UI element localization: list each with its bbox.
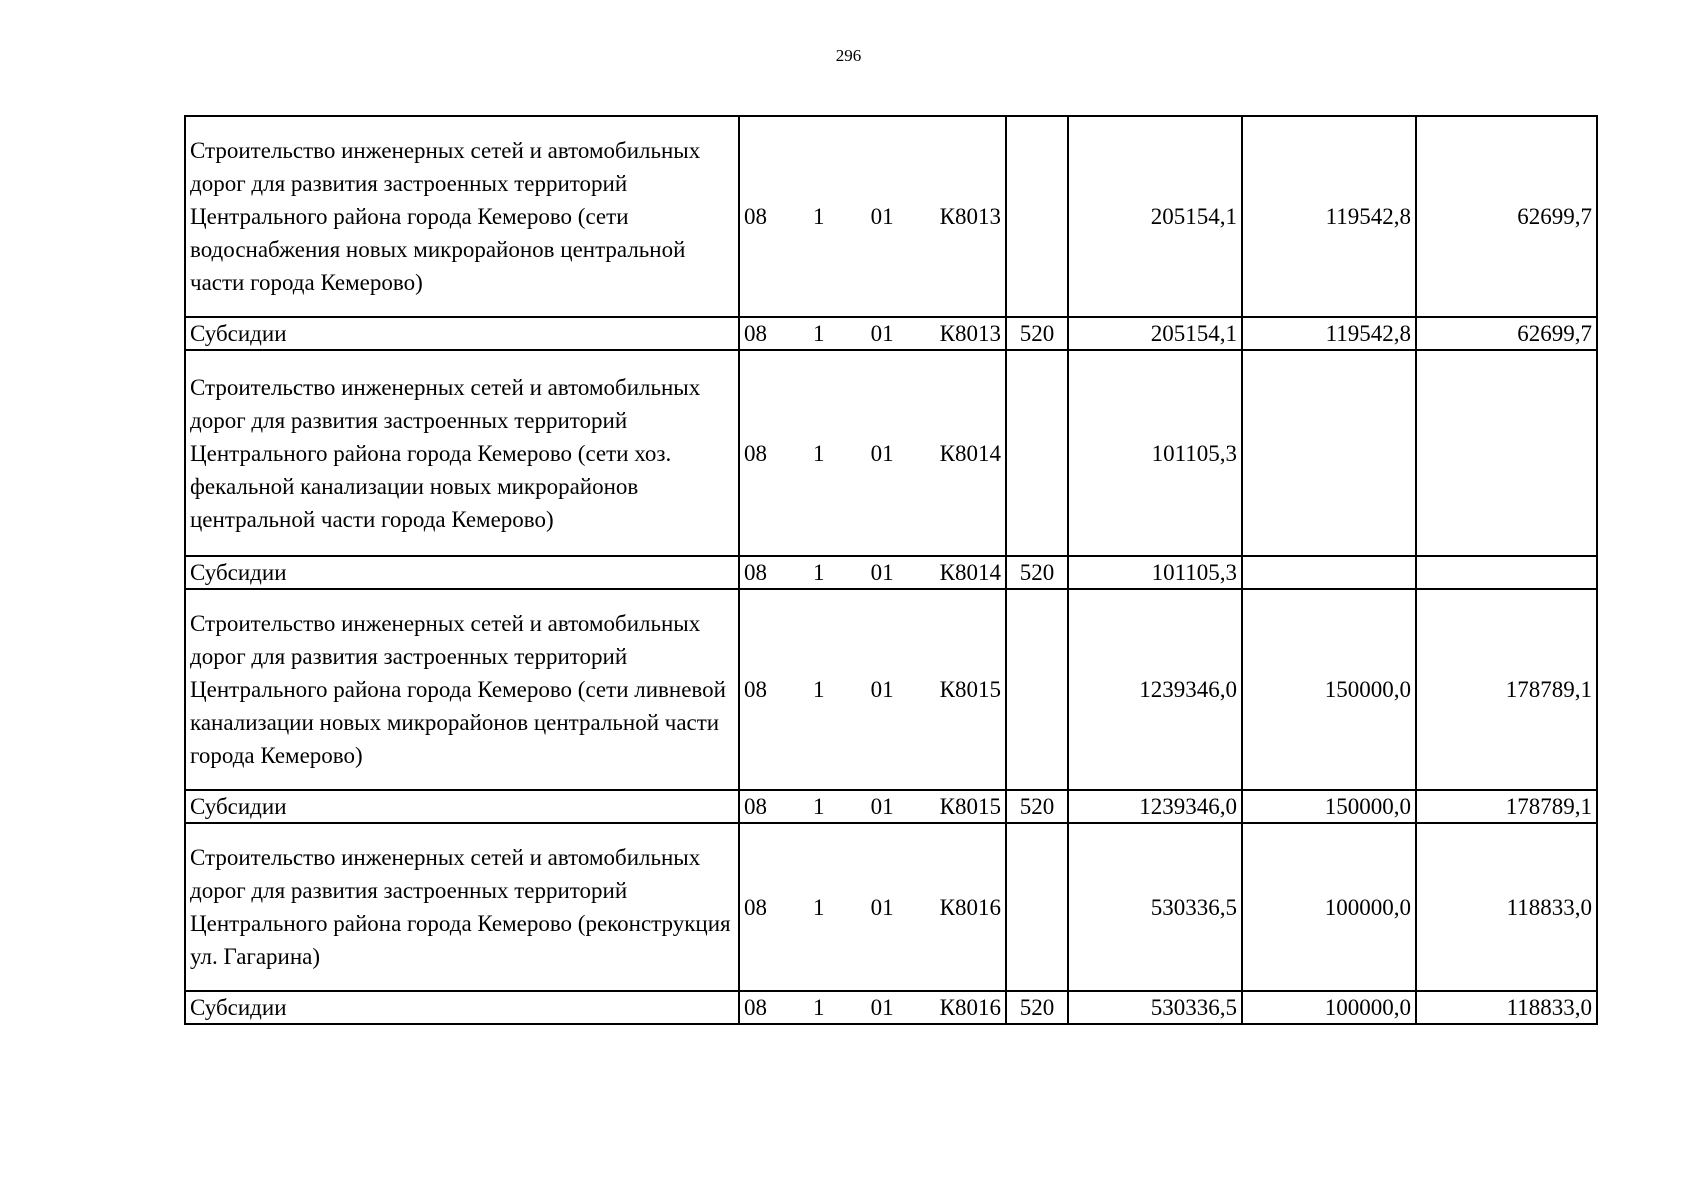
direction-code: К8015: [939, 794, 1001, 819]
table-row: [185, 991, 1597, 1024]
item-name: Строительство инженерных сетей и автомобильных дорог для развития застроенных территорий Центрального района города Кемерово (сети хоз. фекальной канализации новых микрорайонов центральной части города Кемерово): [185, 350, 739, 556]
amount-2: 100000,0: [1242, 823, 1416, 991]
classification-codes: [739, 350, 1006, 556]
direction-code: К8013: [939, 204, 1001, 229]
direction-code: К8014: [939, 440, 1001, 466]
amount-3: 118833,0: [1416, 823, 1597, 991]
program-code: 08: [744, 560, 767, 585]
program-code: 08: [744, 440, 767, 466]
program-code: 08: [744, 894, 767, 920]
amount-3: [1416, 556, 1597, 589]
classification-codes: [739, 589, 1006, 790]
table-row: [185, 317, 1597, 350]
amount-3: 62699,7: [1416, 317, 1597, 350]
amount-2: 100000,0: [1242, 991, 1416, 1024]
classification-codes: [739, 790, 1006, 823]
direction-code: К8016: [939, 894, 1001, 920]
expense-type: [1006, 116, 1068, 317]
page-number: 296: [835, 46, 862, 65]
amount-2: 119542,8: [1242, 317, 1416, 350]
activity-code: 01: [870, 677, 894, 702]
amount-2: [1242, 350, 1416, 556]
program-code: 08: [744, 321, 767, 346]
amount-3: [1416, 350, 1597, 556]
program-code: 08: [744, 794, 767, 819]
activity-code: 01: [870, 204, 894, 229]
expense-type: 520: [1006, 790, 1068, 823]
amount-1: 205154,1: [1068, 116, 1242, 317]
activity-code: 01: [870, 995, 894, 1020]
item-name: Субсидии: [185, 991, 739, 1024]
classification-codes: [739, 116, 1006, 317]
activity-code: 01: [870, 560, 894, 585]
subprogram-code: 1: [813, 995, 825, 1020]
amount-3: 62699,7: [1416, 116, 1597, 317]
amount-2: 150000,0: [1242, 589, 1416, 790]
table-row: [185, 823, 1597, 991]
classification-codes: [739, 823, 1006, 991]
classification-codes: [739, 556, 1006, 589]
expense-type: [1006, 589, 1068, 790]
table-row: [185, 556, 1597, 589]
budget-table: [184, 115, 1598, 1025]
amount-2: 119542,8: [1242, 116, 1416, 317]
classification-codes: [739, 991, 1006, 1024]
amount-1: 530336,5: [1068, 823, 1242, 991]
item-name: Строительство инженерных сетей и автомобильных дорог для развития застроенных территорий Центрального района города Кемерово (реконструкция ул. Гагарина): [185, 823, 739, 991]
table-row: [185, 790, 1597, 823]
amount-3: 178789,1: [1416, 790, 1597, 823]
direction-code: К8015: [939, 677, 1001, 702]
item-name: Субсидии: [185, 790, 739, 823]
expense-type: [1006, 823, 1068, 991]
activity-code: 01: [870, 440, 894, 466]
item-name: Субсидии: [185, 556, 739, 589]
table-row: [185, 589, 1597, 790]
expense-type: 520: [1006, 991, 1068, 1024]
subprogram-code: 1: [813, 794, 825, 819]
amount-1: 1239346,0: [1068, 589, 1242, 790]
subprogram-code: 1: [813, 677, 825, 702]
direction-code: К8013: [939, 321, 1001, 346]
amount-1: 101105,3: [1068, 350, 1242, 556]
amount-2: [1242, 556, 1416, 589]
expense-type: 520: [1006, 556, 1068, 589]
amount-1: 530336,5: [1068, 991, 1242, 1024]
subprogram-code: 1: [813, 204, 825, 229]
table-row: [185, 350, 1597, 556]
program-code: 08: [744, 677, 767, 702]
amount-3: 118833,0: [1416, 991, 1597, 1024]
subprogram-code: 1: [813, 440, 825, 466]
subprogram-code: 1: [813, 894, 825, 920]
activity-code: 01: [870, 321, 894, 346]
amount-2: 150000,0: [1242, 790, 1416, 823]
program-code: 08: [744, 204, 767, 229]
direction-code: К8016: [939, 995, 1001, 1020]
table-row: [185, 116, 1597, 317]
item-name: Субсидии: [185, 317, 739, 350]
amount-1: 1239346,0: [1068, 790, 1242, 823]
amount-1: 101105,3: [1068, 556, 1242, 589]
item-name: Строительство инженерных сетей и автомобильных дорог для развития застроенных территорий Центрального района города Кемерово (сети ливневой канализации новых микрорайонов центральной части города Кемерово): [185, 589, 739, 790]
program-code: 08: [744, 995, 767, 1020]
amount-3: 178789,1: [1416, 589, 1597, 790]
subprogram-code: 1: [813, 321, 825, 346]
expense-type: 520: [1006, 317, 1068, 350]
activity-code: 01: [870, 794, 894, 819]
direction-code: К8014: [939, 560, 1001, 585]
expense-type: [1006, 350, 1068, 556]
activity-code: 01: [870, 894, 894, 920]
subprogram-code: 1: [813, 560, 825, 585]
amount-1: 205154,1: [1068, 317, 1242, 350]
classification-codes: [739, 317, 1006, 350]
item-name: Строительство инженерных сетей и автомобильных дорог для развития застроенных территорий Центрального района города Кемерово (сети водоснабжения новых микрорайонов центральной части города Кемерово): [185, 116, 739, 317]
